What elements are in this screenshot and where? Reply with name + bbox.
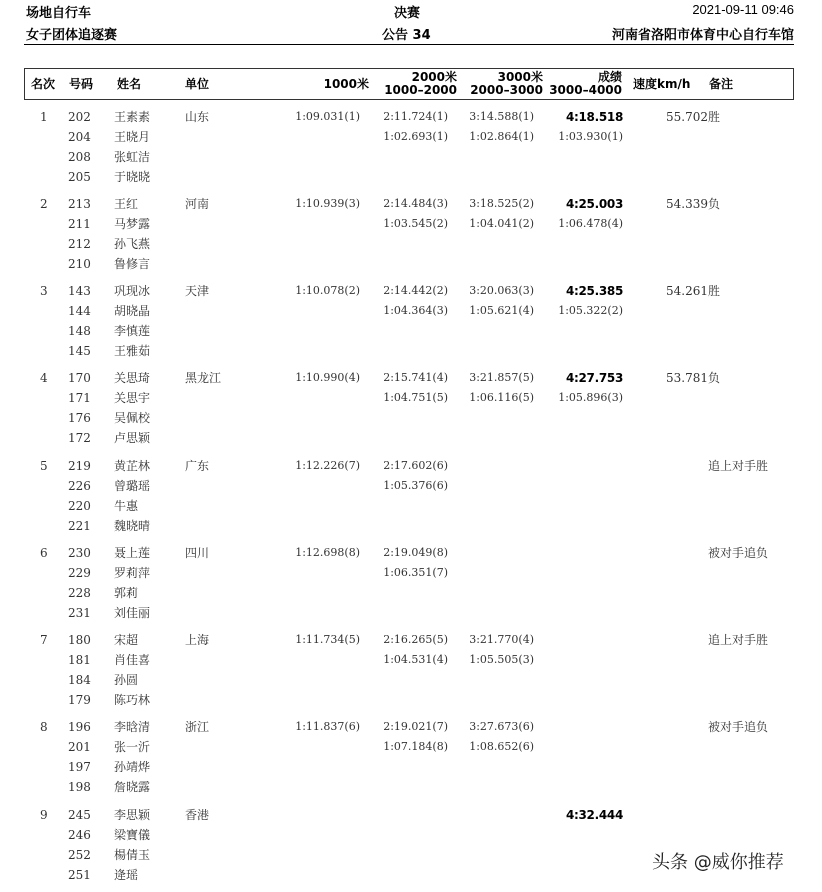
bib-number: 176 (68, 411, 91, 425)
team-unit: 上海 (185, 633, 210, 647)
athlete-name: 王素素 (114, 110, 151, 124)
time-2000m-cell (383, 456, 448, 496)
bib-number: 219 (68, 459, 91, 473)
bib-number: 220 (68, 499, 91, 513)
bib-number: 202 (68, 110, 91, 124)
col-2000m-label: 2000米 (411, 70, 457, 84)
time-2000m: 2:19.021(7) (383, 720, 448, 733)
time-3000m: 3:18.525(2) (469, 197, 534, 210)
bib-number: 198 (68, 780, 91, 794)
rank: 3 (40, 284, 48, 298)
speed-kmh: 54.261 (666, 284, 708, 298)
bib-number: 201 (68, 740, 91, 754)
col-rank: 名次 (31, 77, 56, 91)
athlete-name: 王雅茹 (114, 344, 151, 358)
bib-number: 212 (68, 237, 91, 251)
time-2000m: 2:14.484(3) (383, 197, 448, 210)
remark: 被对手追负 (708, 546, 769, 560)
athlete-name: 卢思颖 (114, 431, 151, 445)
athlete-name: 罗莉萍 (114, 566, 151, 580)
table-row (0, 368, 822, 455)
time-3000m: 3:14.588(1) (469, 110, 534, 123)
table-row (0, 281, 822, 368)
split-1000-2000: 1:04.364(3) (383, 304, 448, 317)
split-3000-4000 (566, 825, 623, 845)
time-1000m: 1:12.226(7) (295, 459, 360, 472)
speed-kmh: 53.781 (666, 371, 708, 385)
rank: 1 (40, 110, 48, 124)
col-result-split: 3000–4000 (549, 83, 622, 97)
header-divider (24, 44, 794, 45)
bib-list (68, 543, 91, 623)
time-1000m: 1:11.734(5) (295, 633, 360, 646)
col-2000m-split: 1000–2000 (384, 83, 457, 97)
name-list (114, 717, 150, 797)
final-result-cell (558, 194, 623, 234)
time-2000m-cell (383, 630, 448, 670)
rank: 5 (40, 459, 48, 473)
athlete-name: 于晓晓 (114, 170, 151, 184)
time-1000m: 1:10.078(2) (295, 284, 360, 297)
table-row (0, 630, 822, 717)
athlete-name: 马梦露 (114, 217, 151, 231)
results-table-header (24, 68, 794, 100)
rank: 4 (40, 371, 48, 385)
col-result (549, 71, 622, 97)
split-2000-3000: 1:05.621(4) (469, 304, 534, 317)
team-unit: 香港 (185, 808, 210, 822)
athlete-name: 魏晓晴 (114, 519, 151, 533)
time-3000m: 3:21.857(5) (469, 371, 534, 384)
name-list (114, 281, 150, 361)
time-2000m-cell (383, 194, 448, 234)
athlete-name: 关思琦 (114, 371, 151, 385)
team-unit: 河南 (185, 197, 210, 211)
athlete-name: 梁寶儀 (114, 828, 151, 842)
col-speed: 速度km/h (633, 77, 691, 91)
split-1000-2000: 1:04.531(4) (383, 653, 448, 666)
split-3000-4000: 1:05.322(2) (558, 304, 623, 317)
bib-number: 144 (68, 304, 91, 318)
time-2000m-cell (383, 281, 448, 321)
time-3000m-cell (469, 717, 534, 757)
final-result-cell (566, 805, 623, 845)
bib-number: 246 (68, 828, 91, 842)
time-2000m-cell (383, 107, 448, 147)
time-2000m-cell (383, 368, 448, 408)
remark: 追上对手胜 (708, 633, 769, 647)
split-1000-2000: 1:04.751(5) (383, 391, 448, 404)
athlete-name: 逄瑶 (114, 868, 139, 882)
athlete-name: 李晗清 (114, 720, 151, 734)
athlete-name: 曾璐瑶 (114, 479, 151, 493)
remark: 胜 (708, 284, 721, 298)
team-unit: 浙江 (185, 720, 210, 734)
col-1000m: 1000米 (323, 77, 369, 91)
bib-number: 180 (68, 633, 91, 647)
col-name: 姓名 (117, 77, 142, 91)
final-time: 4:25.385 (565, 284, 623, 298)
final-time: 4:25.003 (565, 197, 623, 211)
bib-number: 211 (68, 217, 91, 231)
col-result-label: 成绩 (597, 70, 622, 84)
time-2000m: 2:11.724(1) (383, 110, 448, 123)
bib-list (68, 630, 91, 710)
athlete-name: 牛惠 (114, 499, 139, 513)
remark: 胜 (708, 110, 721, 124)
bib-list (68, 456, 91, 536)
split-3000-4000: 1:03.930(1) (558, 130, 623, 143)
split-2000-3000: 1:06.116(5) (469, 391, 534, 404)
split-2000-3000: 1:05.505(3) (469, 653, 534, 666)
table-row (0, 543, 822, 630)
time-2000m-cell (383, 543, 448, 583)
athlete-name: 胡晓晶 (114, 304, 151, 318)
bib-number: 184 (68, 673, 91, 687)
table-row (0, 107, 822, 194)
name-list (114, 107, 150, 187)
athlete-name: 张虹洁 (114, 150, 151, 164)
watermark: 头条 @威你推荐 (652, 852, 784, 873)
bib-list (68, 805, 91, 885)
bib-number: 213 (68, 197, 91, 211)
time-2000m: 2:15.741(4) (383, 371, 448, 384)
athlete-name: 黄芷林 (114, 459, 151, 473)
col-2000m (384, 71, 457, 97)
athlete-name: 孙圆 (114, 673, 139, 687)
col-3000m (470, 71, 543, 97)
bib-number: 231 (68, 606, 91, 620)
final-time: 4:32.444 (565, 808, 623, 822)
time-1000m: 1:10.939(3) (295, 197, 360, 210)
name-list (114, 630, 150, 710)
time-3000m: 3:21.770(4) (469, 633, 534, 646)
final-result-cell (558, 281, 623, 321)
athlete-name: 王红 (114, 197, 139, 211)
venue: 河南省洛阳市体育中心自行车馆 (611, 28, 794, 43)
athlete-name: 巩现冰 (114, 284, 151, 298)
speed-kmh: 55.702 (666, 110, 708, 124)
time-3000m-cell (469, 194, 534, 234)
bib-list (68, 194, 91, 274)
split-2000-3000: 1:04.041(2) (469, 217, 534, 230)
athlete-name: 鲁修言 (114, 257, 151, 271)
bib-number: 170 (68, 371, 91, 385)
split-1000-2000: 1:02.693(1) (383, 130, 448, 143)
bib-number: 204 (68, 130, 91, 144)
bib-number: 228 (68, 586, 91, 600)
sport-title: 场地自行车 (26, 6, 92, 21)
name-list (114, 194, 150, 274)
athlete-name: 詹晓露 (114, 780, 151, 794)
bib-list (68, 368, 91, 448)
col-note: 备注 (709, 77, 734, 91)
bib-number: 221 (68, 519, 91, 533)
rank: 8 (40, 720, 48, 734)
rank: 6 (40, 546, 48, 560)
event-title: 女子团体追逐赛 (26, 28, 118, 43)
split-3000-4000: 1:05.896(3) (558, 391, 623, 404)
bib-number: 208 (68, 150, 91, 164)
col-3000m-label: 3000米 (497, 70, 543, 84)
final-time: 4:27.753 (565, 371, 623, 385)
bib-number: 205 (68, 170, 91, 184)
time-1000m: 1:10.990(4) (295, 371, 360, 384)
time-1000m: 1:11.837(6) (295, 720, 360, 733)
col-3000m-split: 2000–3000 (470, 83, 543, 97)
athlete-name: 聂上莲 (114, 546, 151, 560)
bib-list (68, 281, 91, 361)
table-row (0, 717, 822, 804)
athlete-name: 肖佳喜 (114, 653, 151, 667)
split-1000-2000: 1:05.376(6) (383, 479, 448, 492)
name-list (114, 805, 150, 885)
final-result-cell (558, 107, 623, 147)
athlete-name: 王晓月 (114, 130, 151, 144)
bib-number: 226 (68, 479, 91, 493)
athlete-name: 李思颖 (114, 808, 151, 822)
time-3000m: 3:27.673(6) (469, 720, 534, 733)
time-1000m: 1:09.031(1) (295, 110, 360, 123)
bib-number: 196 (68, 720, 91, 734)
col-bib: 号码 (69, 77, 94, 91)
bib-number: 251 (68, 868, 91, 882)
bib-number: 229 (68, 566, 91, 580)
bib-number: 230 (68, 546, 91, 560)
athlete-name: 吴佩校 (114, 411, 151, 425)
bib-number: 210 (68, 257, 91, 271)
time-3000m-cell (469, 630, 534, 670)
split-2000-3000: 1:08.652(6) (469, 740, 534, 753)
final-result-cell (558, 368, 623, 408)
athlete-name: 孙靖烨 (114, 760, 151, 774)
remark: 追上对手胜 (708, 459, 769, 473)
bib-number: 181 (68, 653, 91, 667)
bib-number: 143 (68, 284, 91, 298)
team-unit: 四川 (185, 546, 210, 560)
team-unit: 黑龙江 (185, 371, 222, 385)
rank: 9 (40, 808, 48, 822)
time-2000m: 2:19.049(8) (383, 546, 448, 559)
athlete-name: 张一沂 (114, 740, 151, 754)
split-1000-2000: 1:03.545(2) (383, 217, 448, 230)
team-unit: 山东 (185, 110, 210, 124)
time-3000m-cell (469, 281, 534, 321)
final-time: 4:18.518 (565, 110, 623, 124)
bib-number: 197 (68, 760, 91, 774)
speed-kmh: 54.339 (666, 197, 708, 211)
team-unit: 广东 (185, 459, 210, 473)
athlete-name: 郭莉 (114, 586, 139, 600)
bib-list (68, 717, 91, 797)
athlete-name: 刘佳丽 (114, 606, 151, 620)
time-3000m-cell (469, 368, 534, 408)
phase-title: 决赛 (394, 6, 421, 21)
time-3000m: 3:20.063(3) (469, 284, 534, 297)
bulletin-number: 公告 34 (382, 28, 431, 43)
name-list (114, 543, 150, 623)
athlete-name: 李慎莲 (114, 324, 151, 338)
athlete-name: 楊倩玉 (114, 848, 151, 862)
athlete-name: 陈巧林 (114, 693, 151, 707)
team-unit: 天津 (185, 284, 210, 298)
time-2000m-cell (383, 717, 448, 757)
split-1000-2000: 1:07.184(8) (383, 740, 448, 753)
time-2000m: 2:17.602(6) (383, 459, 448, 472)
remark: 被对手追负 (708, 720, 769, 734)
rank: 2 (40, 197, 48, 211)
rank: 7 (40, 633, 48, 647)
split-3000-4000: 1:06.478(4) (558, 217, 623, 230)
col-unit: 单位 (185, 77, 210, 91)
remark: 负 (708, 371, 721, 385)
time-1000m: 1:12.698(8) (295, 546, 360, 559)
bib-number: 171 (68, 391, 91, 405)
split-2000-3000: 1:02.864(1) (469, 130, 534, 143)
athlete-name: 孙飞燕 (114, 237, 151, 251)
athlete-name: 关思宇 (114, 391, 151, 405)
datetime: 2021-09-11 09:46 (692, 2, 794, 17)
table-row (0, 456, 822, 543)
bib-number: 252 (68, 848, 91, 862)
bib-number: 145 (68, 344, 91, 358)
split-1000-2000: 1:06.351(7) (383, 566, 448, 579)
time-2000m: 2:16.265(5) (383, 633, 448, 646)
time-3000m-cell (469, 107, 534, 147)
table-row (0, 194, 822, 281)
time-2000m: 2:14.442(2) (383, 284, 448, 297)
bib-number: 148 (68, 324, 91, 338)
bib-number: 172 (68, 431, 91, 445)
name-list (114, 456, 150, 536)
athlete-name: 宋超 (114, 633, 139, 647)
bib-number: 245 (68, 808, 91, 822)
bib-number: 179 (68, 693, 91, 707)
bib-list (68, 107, 91, 187)
remark: 负 (708, 197, 721, 211)
name-list (114, 368, 150, 448)
